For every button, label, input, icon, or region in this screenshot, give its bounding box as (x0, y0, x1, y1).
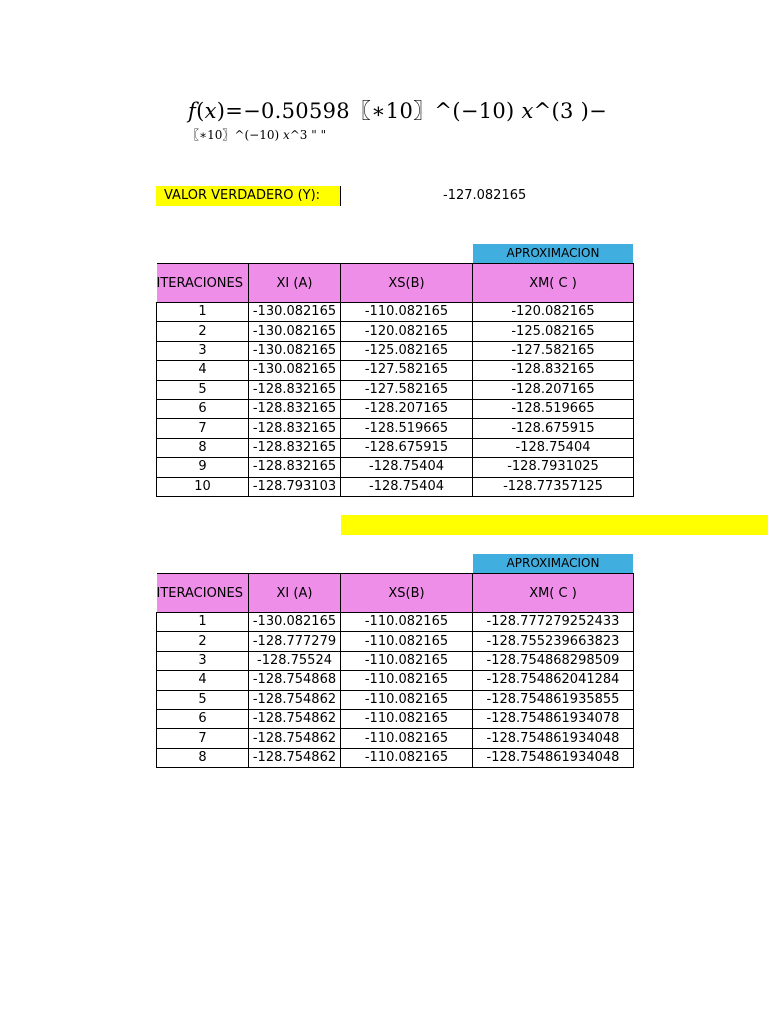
cell-xi: -130.082165 (249, 361, 341, 380)
table-header-row (157, 574, 634, 613)
table-row (157, 380, 634, 399)
cell-xm: -128.832165 (473, 361, 634, 380)
cell-xs: -110.082165 (341, 651, 473, 670)
cell-iteracion: 4 (157, 671, 249, 690)
cell-xs: -110.082165 (341, 709, 473, 728)
cell-xi: -130.082165 (249, 303, 341, 322)
cell-xi: -128.832165 (249, 380, 341, 399)
table-row (157, 632, 634, 651)
header-xs: XS(B) (341, 264, 473, 303)
cell-xm: -128.777279252433 (473, 613, 634, 632)
cell-xi: -130.082165 (249, 613, 341, 632)
cell-iteracion: 3 (157, 651, 249, 670)
iterations-table-2 (156, 573, 634, 768)
cell-xm: -128.754861934048 (473, 748, 634, 767)
cell-iteracion: 7 (157, 729, 249, 748)
cell-xm: -128.754861935855 (473, 690, 634, 709)
cell-xs: -110.082165 (341, 729, 473, 748)
cell-xs: -110.082165 (341, 748, 473, 767)
cell-xs: -128.75404 (341, 477, 473, 496)
table-row (157, 729, 634, 748)
cell-xs: -125.082165 (341, 341, 473, 360)
cell-xm: -128.754861934048 (473, 729, 634, 748)
cell-xs: -127.582165 (341, 361, 473, 380)
cell-iteracion: 2 (157, 632, 249, 651)
header-iteraciones: ITERACIONES (157, 574, 249, 613)
cell-xm: -128.755239663823 (473, 632, 634, 651)
table-row (157, 399, 634, 418)
cell-xi: -128.754868 (249, 671, 341, 690)
cell-iteracion: 1 (157, 613, 249, 632)
cell-iteracion: 5 (157, 690, 249, 709)
table-body (157, 303, 634, 497)
valor-verdadero-value: -127.082165 (443, 188, 527, 203)
formula-continuation-line: 〖∗10〗^(−10) 𝑥^3 " " (187, 128, 327, 142)
table-row (157, 361, 634, 380)
valor-verdadero-label: VALOR VERDADERO (Y): (156, 186, 341, 206)
table-row (157, 477, 634, 496)
cell-xi: -130.082165 (249, 322, 341, 341)
table-body (157, 613, 634, 768)
cell-xm: -128.7931025 (473, 458, 634, 477)
table-row (157, 341, 634, 360)
cell-xi: -128.754862 (249, 748, 341, 767)
cell-xs: -128.675915 (341, 438, 473, 457)
cell-iteracion: 6 (157, 709, 249, 728)
cell-xi: -128.754862 (249, 729, 341, 748)
cell-xs: -128.207165 (341, 399, 473, 418)
cell-xm: -127.582165 (473, 341, 634, 360)
cell-iteracion: 7 (157, 419, 249, 438)
table-row (157, 303, 634, 322)
cell-xi: -128.754862 (249, 709, 341, 728)
header-xi: XI (A) (249, 574, 341, 613)
cell-iteracion: 6 (157, 399, 249, 418)
table-row (157, 671, 634, 690)
header-xm: XM( C ) (473, 574, 634, 613)
cell-xm: -128.675915 (473, 419, 634, 438)
cell-iteracion: 2 (157, 322, 249, 341)
cell-xs: -127.582165 (341, 380, 473, 399)
cell-xi: -128.754862 (249, 690, 341, 709)
table-row (157, 458, 634, 477)
table-row (157, 322, 634, 341)
cell-xi: -128.832165 (249, 419, 341, 438)
cell-xi: -128.75524 (249, 651, 341, 670)
cell-xs: -110.082165 (341, 613, 473, 632)
cell-xs: -110.082165 (341, 303, 473, 322)
cell-xs: -120.082165 (341, 322, 473, 341)
header-xm: XM( C ) (473, 264, 634, 303)
cell-xm: -128.754862041284 (473, 671, 634, 690)
yellow-highlight-bar (341, 515, 768, 535)
cell-xi: -128.832165 (249, 438, 341, 457)
cell-xm: -128.77357125 (473, 477, 634, 496)
cell-xm: -120.082165 (473, 303, 634, 322)
table-row (157, 613, 634, 632)
cell-iteracion: 4 (157, 361, 249, 380)
cell-xm: -128.75404 (473, 438, 634, 457)
approximation-header-2: APROXIMACION (473, 554, 633, 573)
cell-iteracion: 9 (157, 458, 249, 477)
cell-iteracion: 3 (157, 341, 249, 360)
table-header-row (157, 264, 634, 303)
cell-xm: -128.207165 (473, 380, 634, 399)
header-iteraciones: ITERACIONES (157, 264, 249, 303)
cell-xs: -110.082165 (341, 690, 473, 709)
table-row (157, 438, 634, 457)
header-xi: XI (A) (249, 264, 341, 303)
cell-xm: -128.519665 (473, 399, 634, 418)
cell-iteracion: 5 (157, 380, 249, 399)
cell-xs: -128.75404 (341, 458, 473, 477)
formula-main-line: 𝑓(𝑥)=−0.50598〖∗10〗^(−10) 𝑥^(3 )− (188, 99, 608, 123)
cell-xi: -128.832165 (249, 399, 341, 418)
table-row (157, 419, 634, 438)
cell-iteracion: 10 (157, 477, 249, 496)
cell-xi: -128.832165 (249, 458, 341, 477)
table-row (157, 690, 634, 709)
cell-xi: -128.793103 (249, 477, 341, 496)
cell-xs: -110.082165 (341, 632, 473, 651)
cell-iteracion: 1 (157, 303, 249, 322)
cell-xi: -128.777279 (249, 632, 341, 651)
header-xs: XS(B) (341, 574, 473, 613)
table-row (157, 709, 634, 728)
approximation-header-1: APROXIMACION (473, 244, 633, 263)
cell-xm: -128.754861934078 (473, 709, 634, 728)
cell-iteracion: 8 (157, 438, 249, 457)
cell-iteracion: 8 (157, 748, 249, 767)
table-row (157, 748, 634, 767)
cell-xs: -110.082165 (341, 671, 473, 690)
cell-xi: -130.082165 (249, 341, 341, 360)
iterations-table-1 (156, 263, 634, 497)
table-row (157, 651, 634, 670)
cell-xm: -128.754868298509 (473, 651, 634, 670)
cell-xs: -128.519665 (341, 419, 473, 438)
cell-xm: -125.082165 (473, 322, 634, 341)
